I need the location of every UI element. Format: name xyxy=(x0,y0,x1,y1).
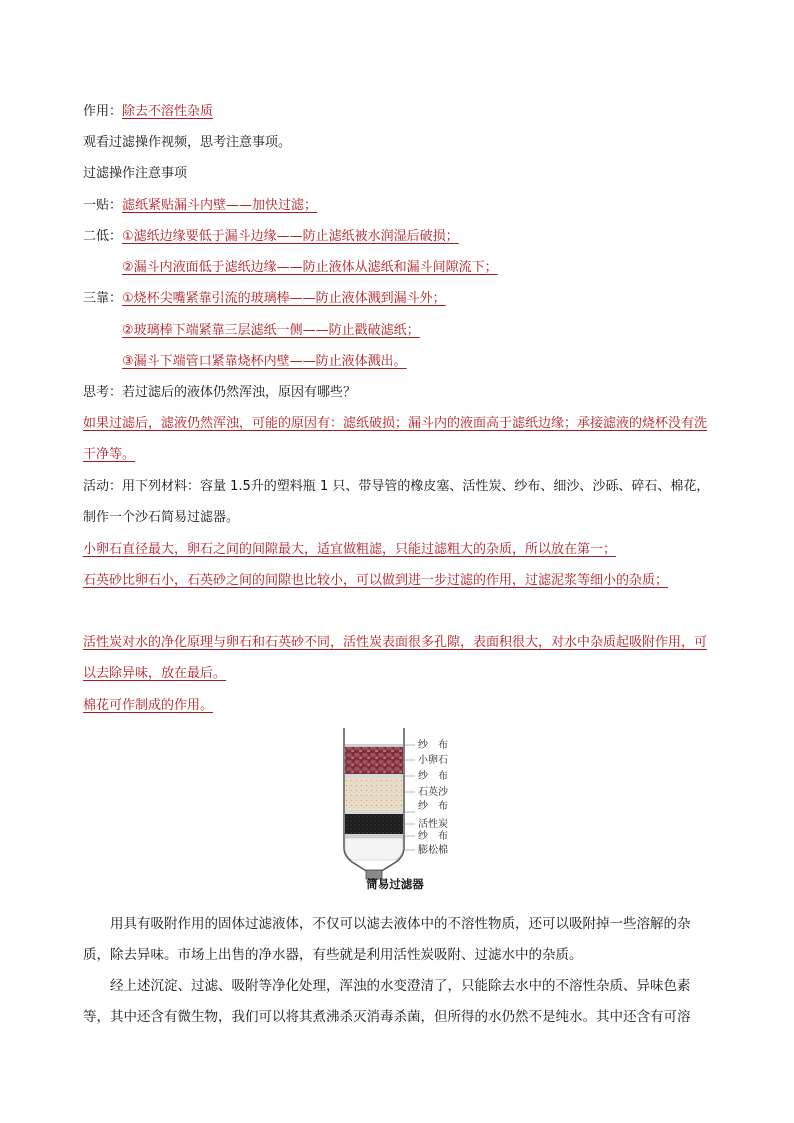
figure-layer-label: 纱 布 xyxy=(418,771,448,782)
pebble-layer xyxy=(345,747,403,774)
think-answer-block xyxy=(83,408,715,470)
three-lean-prefix: 三靠： xyxy=(83,291,123,306)
figure-layer-label: 纱 布 xyxy=(418,740,448,751)
gauze-layer-4 xyxy=(345,834,403,838)
figure-layer-label: 活性炭 xyxy=(418,819,448,830)
quartz-text: 石英砂比卵石小，石英砂之间的间隙也比较小，可以做到进一步过滤的作用，过滤泥浆等细小的杂质； xyxy=(83,573,669,588)
three-lean-item-2: ②玻璃棒下端紧靠三层滤纸一侧——防止戳破滤纸； xyxy=(122,323,420,338)
two-low-item-2: ②漏斗内液面低于滤纸边缘——防止液体从滤纸和漏斗间隙流下； xyxy=(122,260,498,275)
cotton-text: 棉花可作制成的作用。 xyxy=(83,698,214,713)
cotton-layer xyxy=(345,838,403,860)
three-lean-line-3 xyxy=(122,353,407,371)
three-lean-line-2 xyxy=(122,322,420,340)
paragraph-adsorption: 用具有吸附作用的固体过滤液体，不仅可以滤去液体中的不溶性物质，还可以吸附掉一些溶解的杂质，除去异味。市场上出售的净水器，有些就是利用活性炭吸附、过滤水中的杂质。 xyxy=(83,916,691,963)
two-low-prefix: 二低： xyxy=(83,229,123,244)
think-answer: 如果过滤后，滤液仍然浑浊，可能的原因有：滤纸破损；漏斗内的液面高于滤纸边缘；承接滤液的烧杯没有洗干净等。 xyxy=(83,416,708,462)
think-question: 思考：若过滤后的液体仍然浑浊，原因有哪些？ xyxy=(83,385,357,400)
watch-video-text: 观看过滤操作视频，思考注意事项。 xyxy=(83,135,292,150)
simple-filter-diagram xyxy=(330,724,470,894)
pebble-line xyxy=(83,541,616,559)
two-low-line-1 xyxy=(83,228,459,246)
gauze-layer-3 xyxy=(345,810,403,814)
figure-layer-label: 纱 布 xyxy=(418,801,448,812)
three-lean-item-1: ①烧杯尖嘴紧靠引流的玻璃棒——防止液体溅到漏斗外； xyxy=(122,291,446,306)
gauze-layer-1 xyxy=(345,744,403,747)
figure-layer-label: 石英沙 xyxy=(418,787,448,798)
two-low-line-2 xyxy=(122,259,498,277)
pebble-text: 小卵石直径最大，卵石之间的间隙最大，适宜做粗滤，只能过滤粗大的杂质，所以放在第一； xyxy=(83,542,617,557)
one-stick-prefix: 一贴： xyxy=(83,198,123,213)
paragraph-purification: 经上述沉淀、过滤、吸附等净化处理，浑浊的水变澄清了，只能除去水中的不溶性杂质、异味色素等，其中还含有微生物，我们可以将其煮沸杀灭消毒杀菌，但所得的水仍然不是纯水。其中还含有可溶 xyxy=(83,978,691,1025)
rubber-stopper xyxy=(366,870,382,879)
gauze-layer-2 xyxy=(345,774,403,778)
notes-title: 过滤操作注意事项 xyxy=(83,166,188,181)
activated-carbon-layer xyxy=(345,814,403,834)
one-stick-text: 滤纸紧贴漏斗内壁——加快过滤； xyxy=(122,198,318,213)
quartz-sand-layer xyxy=(345,778,403,810)
three-lean-item-3: ③漏斗下端管口紧靠烧杯内壁——防止液体溅出。 xyxy=(122,354,407,369)
figure-layer-label: 小卵石 xyxy=(418,755,448,766)
carbon-text: 活性炭对水的净化原理与卵石和石英砂不同，活性炭表面很多孔隙，表面积很大，对水中杂质起吸附作用，可以去除异味，放在最后。 xyxy=(83,635,708,681)
figure-layer-label: 纱 布 xyxy=(418,831,448,842)
effect-value: 除去不溶性杂质 xyxy=(122,104,214,119)
activity-text: 活动：用下列材料：容量 1.5升的塑料瓶 1 只、带导管的橡皮塞、活性炭、纱布、细沙、沙砾、碎石、棉花，制作一个沙石简易过滤器。 xyxy=(83,479,710,525)
effect-prefix: 作用： xyxy=(83,104,123,119)
three-lean-line-1 xyxy=(83,290,446,308)
figure-caption: 简易过滤器 xyxy=(366,879,424,891)
two-low-item-1: ①滤纸边缘要低于漏斗边缘——防止滤纸被水润湿后破损； xyxy=(122,229,459,244)
carbon-block xyxy=(83,627,715,689)
figure-layer-label: 膨松棉 xyxy=(418,845,448,856)
effect-line xyxy=(83,103,213,121)
cotton-line xyxy=(83,697,213,715)
one-stick-line xyxy=(83,197,317,215)
quartz-line xyxy=(83,572,668,590)
